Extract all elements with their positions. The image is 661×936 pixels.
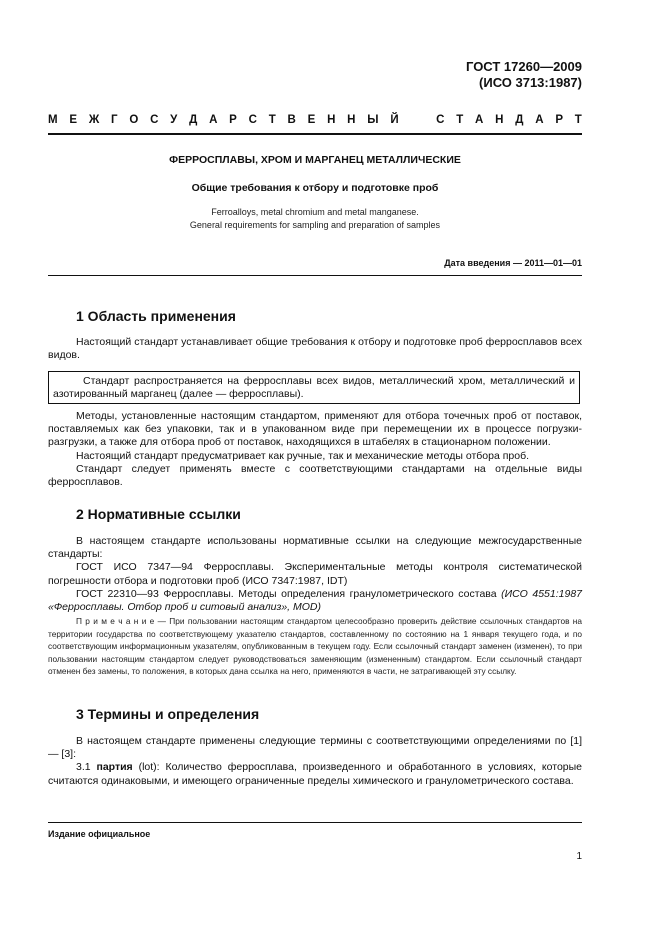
reference-1: ГОСТ ИСО 7347—94 Ферросплавы. Экспериментальные методы контроля систематической погрешности отбора и подготовки проб (ИСО 7347:1987, IDT) <box>48 561 582 587</box>
term-text: (lot): Количество ферросплава, произведенного и обработанного в условиях, которые считаются одинаковыми, и имеющего ограниченные пределы химического и гранулометрического состава. <box>48 761 583 787</box>
date-rule <box>48 275 582 276</box>
paragraph: Настоящий стандарт устанавливает общие требования к отбору и подготовке проб ферросплавов всех видов. <box>48 336 582 362</box>
note-paragraph <box>48 615 582 678</box>
note-label: П р и м е ч а н и е <box>76 616 155 626</box>
banner-letter: Н <box>327 114 336 126</box>
reference-2-text: ГОСТ 22310—93 Ферросплавы. Методы определения гранулометрического состава <box>76 587 497 600</box>
document-subtitle: Общие требования к отбору и подготовке проб <box>191 182 439 194</box>
official-edition-label: Издание официальное <box>48 829 151 839</box>
reference-2-iso: (ИСО 4551:1987 «Ферросплавы. Отбор проб и ситовый анализ», MOD) <box>48 587 582 614</box>
section-1-boxed-paragraph <box>48 371 580 404</box>
section-1-body <box>48 410 582 489</box>
banner-letter: Т <box>268 114 276 126</box>
paragraph: Стандарт распространяется на ферросплавы всех видов, металлический хром, металлический и азотированный марганец (далее — ферросплавы). <box>53 375 575 400</box>
iso-number: (ИСО 3713:1987) <box>479 75 582 90</box>
banner-letter: Т <box>574 114 582 126</box>
banner-letter: С <box>248 114 257 126</box>
english-title <box>48 206 582 232</box>
term-name: партия <box>96 761 133 774</box>
english-title-line: Ferroalloys, metal chromium and metal manganese. <box>211 207 419 217</box>
term-definition <box>48 761 582 787</box>
paragraph: В настоящем стандарте использованы нормативные ссылки на следующие межгосударственные стандарты: <box>48 535 582 561</box>
banner-letter: Н <box>495 114 504 126</box>
introduction-date: Дата введения — 2011—01—01 <box>444 258 582 268</box>
section-2-body <box>48 535 582 614</box>
banner-letter: А <box>475 114 484 126</box>
section-2-heading: 2 Нормативные ссылки <box>76 506 241 522</box>
header-rule <box>48 133 582 135</box>
section-3-heading: 3 Термины и определения <box>76 706 260 722</box>
section-3-body <box>48 735 582 788</box>
banner-letter: С <box>436 114 445 126</box>
banner-letter: Д <box>189 114 198 126</box>
interstate-standard-banner <box>48 114 582 126</box>
banner-letter: А <box>209 114 218 126</box>
banner-letter: Н <box>347 114 356 126</box>
banner-letter: Е <box>69 114 78 126</box>
section-1-intro <box>48 336 582 362</box>
banner-letter: Р <box>229 114 237 126</box>
banner-letter: В <box>287 114 296 126</box>
banner-letter: Т <box>456 114 464 126</box>
paragraph: Методы, установленные настоящим стандартом, применяют для отбора точечных проб от поставок, поставляемых как без упаковки, так и в упакованном виде при перемещении их в процессе погрузки-разгрузки, а также для отбора проб от поставок, находящихся в штабелях в стационарном положении. <box>48 410 582 449</box>
banner-letter: Ы <box>367 114 379 126</box>
banner-letter: Р <box>555 114 563 126</box>
banner-letter: М <box>48 114 58 126</box>
banner-letter: Д <box>515 114 524 126</box>
gost-number: ГОСТ 17260—2009 <box>466 59 582 74</box>
footer-rule <box>48 822 582 823</box>
paragraph: Стандарт следует применять вместе с соответствующими стандартами на отдельные виды ферросплавов. <box>48 462 582 489</box>
banner-letter: У <box>170 114 178 126</box>
english-title-line: General requirements for sampling and preparation of samples <box>189 220 441 230</box>
banner-letter: О <box>129 114 139 126</box>
banner-letter: Е <box>307 114 316 126</box>
note-block <box>48 615 582 678</box>
document-code-block <box>466 59 582 91</box>
banner-letter: Г <box>111 114 118 126</box>
paragraph: В настоящем стандарте применены следующие термины с соответствующими определениями по [1] — [3]: <box>48 735 582 761</box>
term-number: 3.1 <box>76 761 97 774</box>
section-1-heading: 1 Область применения <box>76 308 236 324</box>
note-text: — При пользовании настоящим стандартом целесообразно проверить действие ссылочных стандартов на территории государства по соответствующему указателю стандартов, составленному по состоянию на 1 января текущего года, и по соответствующим информационным указателям, опубликованным в текущем году. Если ссылочный стандарт заменен (изменен), то при пользовании настоящим стандартом следует руководствоваться заменяющим (измененным) стандартом. Если ссылочный стандарт отменен без замены, то положения, в которых дана ссылка на него, применяются в части, не затрагивающей эту ссылку. <box>48 616 583 677</box>
document-title: ФЕРРОСПЛАВЫ, ХРОМ И МАРГАНЕЦ МЕТАЛЛИЧЕСКИЕ <box>169 154 461 166</box>
banner-letter: А <box>535 114 544 126</box>
banner-letter: Й <box>390 114 399 126</box>
banner-gap <box>410 114 424 126</box>
banner-letter: Ж <box>88 114 100 126</box>
page-number: 1 <box>576 851 582 862</box>
reference-2 <box>48 588 582 614</box>
banner-letter: С <box>150 114 159 126</box>
paragraph: Настоящий стандарт предусматривает как ручные, так и механические методы отбора проб. <box>76 449 530 462</box>
